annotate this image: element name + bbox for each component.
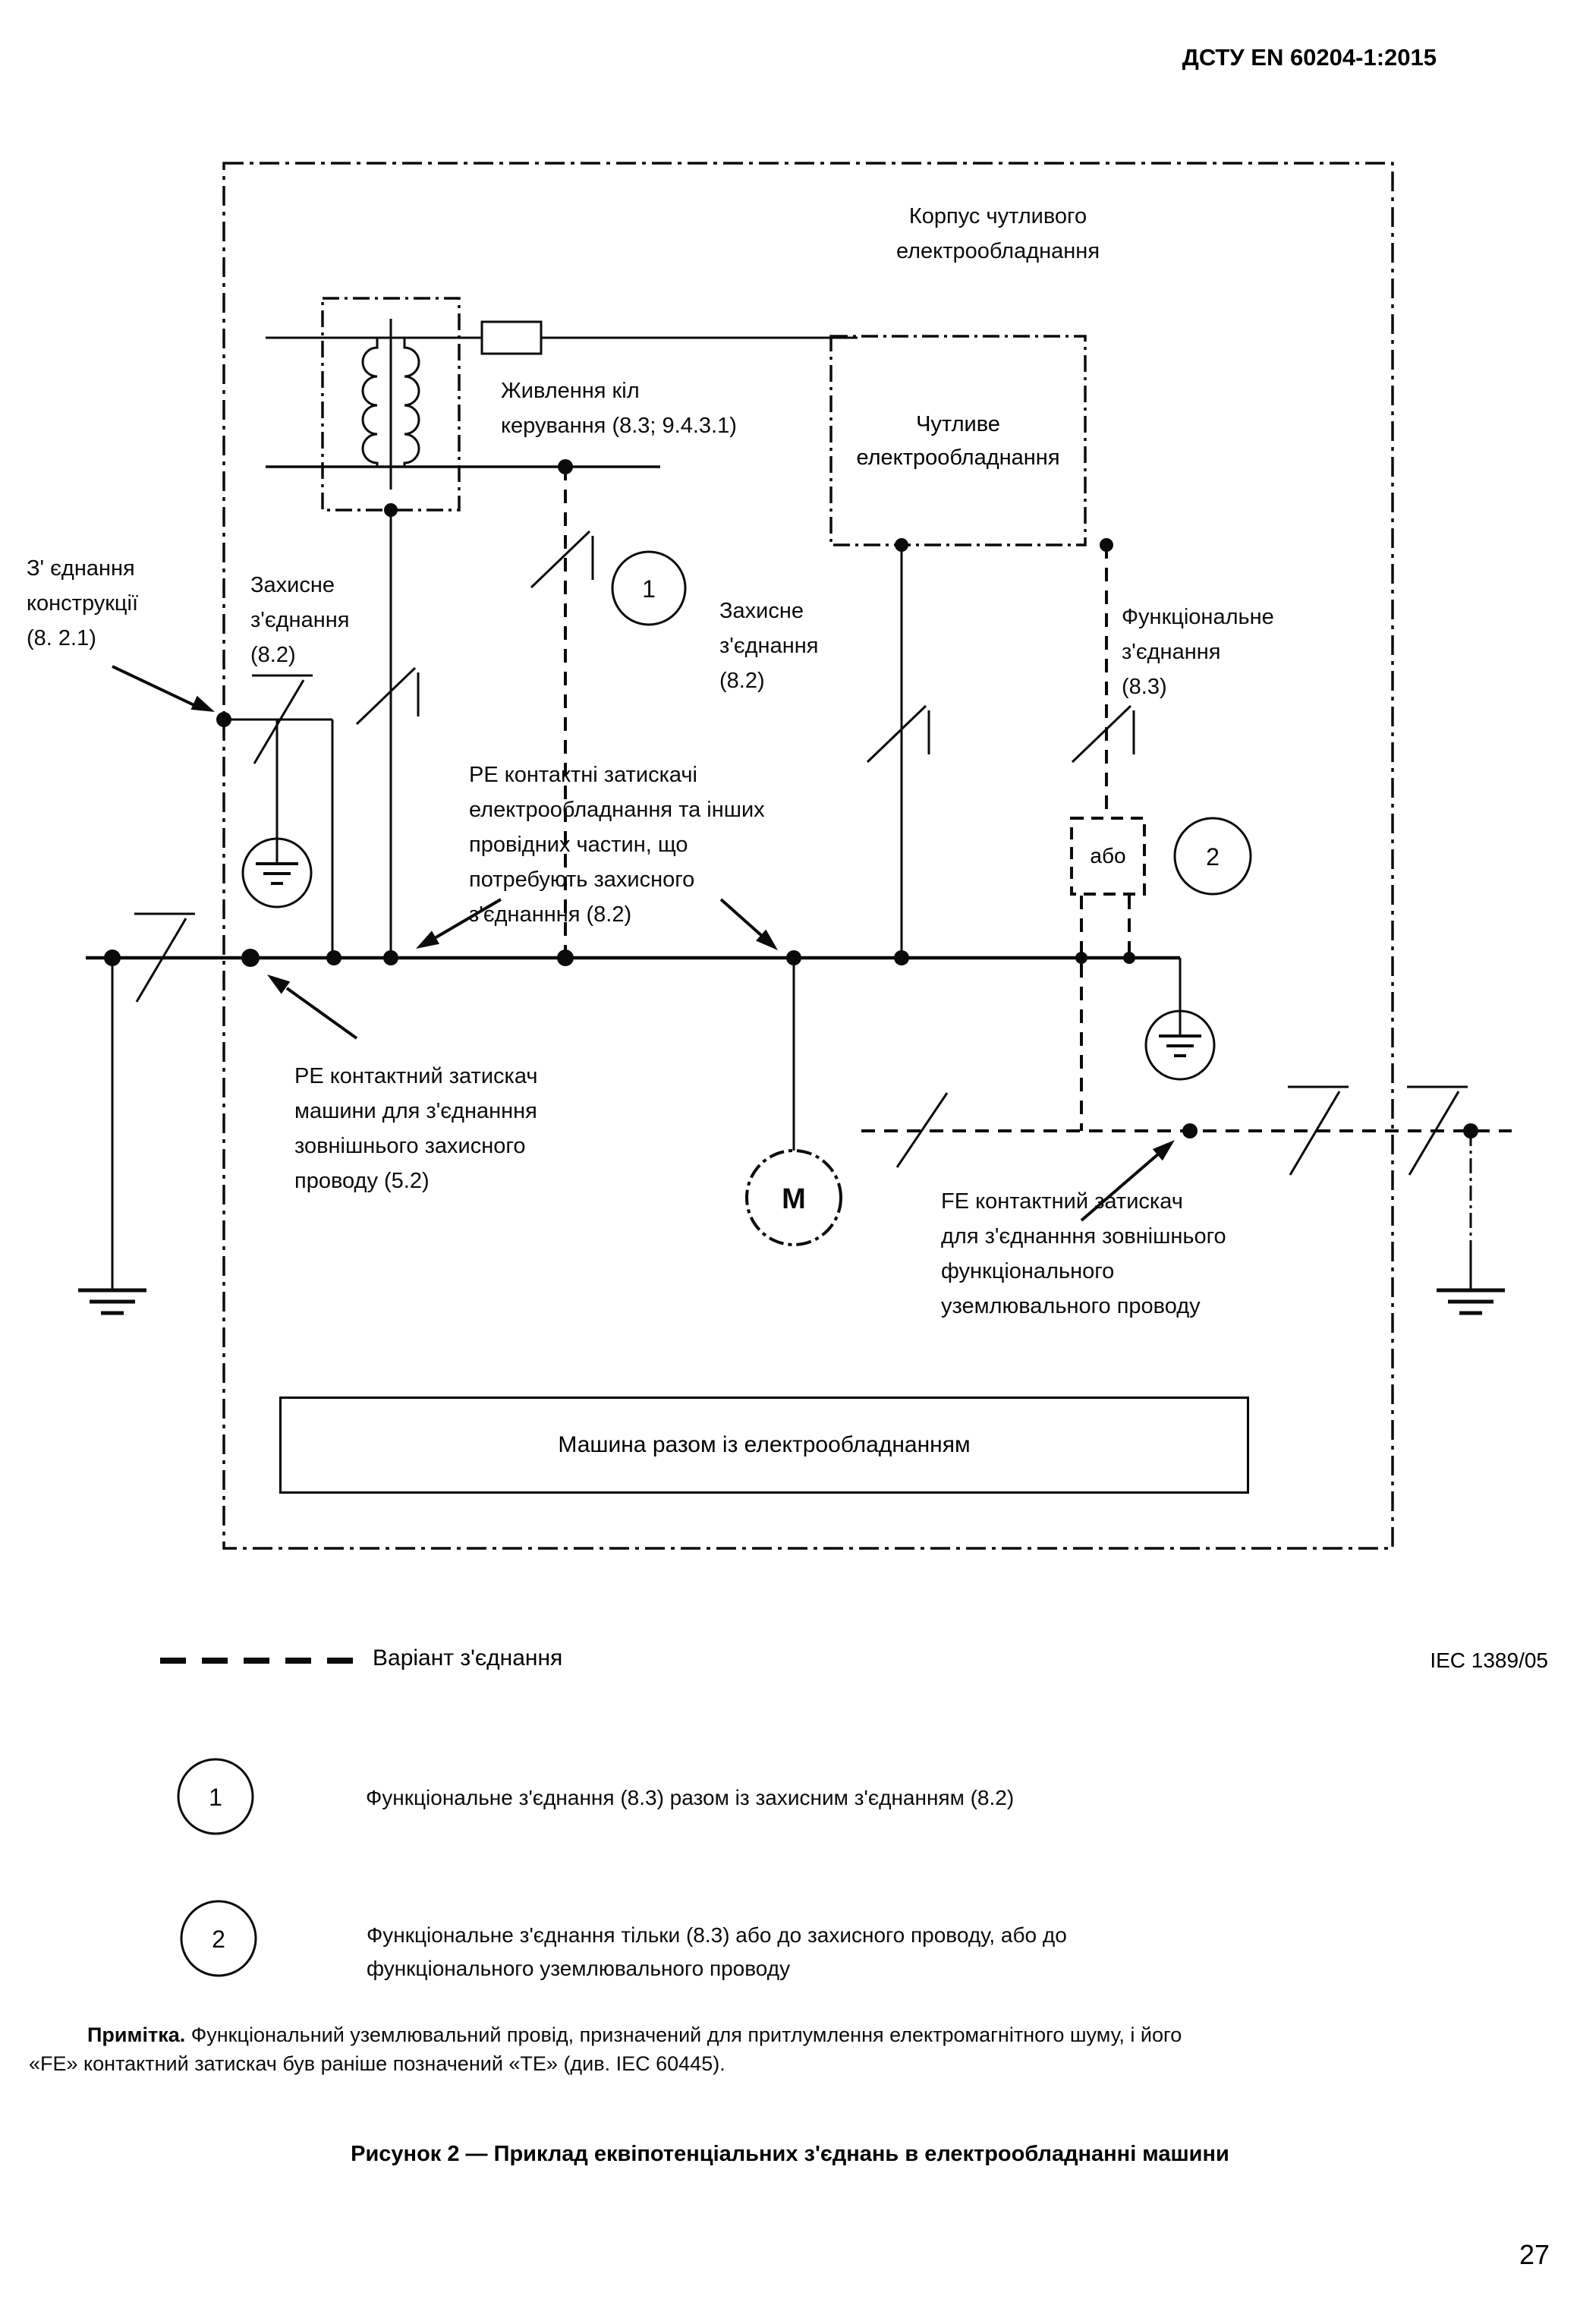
note-1-number: 1 xyxy=(209,1784,222,1811)
note-1-text: Функціональне з'єднання (8.3) разом із захисним з'єднанням (8.2) xyxy=(366,1786,1015,1809)
earthed-structure-icon xyxy=(243,839,311,907)
ground-symbol-left xyxy=(78,1290,146,1313)
remark-lead: Примітка. xyxy=(87,2023,186,2046)
remark-line-1: Примітка. Функціональний уземлювальний провід, призначений для притлумлення електромагнітного шуму, і його xyxy=(87,2023,1182,2046)
page-number: 27 xyxy=(1519,2239,1550,2270)
sensitive-equipment-label: Чутливе електрообладнання xyxy=(856,411,1060,470)
structure-bond-label: З' єднання конструкції (8. 2.1) xyxy=(27,556,139,650)
iec-source-ref: IEC 1389/05 xyxy=(1430,1649,1548,1672)
document-number-header: ДСТУ EN 60204-1:2015 xyxy=(1182,44,1437,71)
control-supply-label: Живлення кіл керування (8.3; 9.4.3.1) xyxy=(501,379,737,438)
ground-symbol-right xyxy=(1437,1290,1505,1313)
remark-line-2: «FE» контактний затискач був раніше позначений «ТЕ» (див. ІЕС 60445). xyxy=(29,2052,725,2075)
protective-bond-label-left: Захисне з'єднання (8.2) xyxy=(250,573,350,667)
variant-connection-label: Варіант з'єднання xyxy=(373,1645,563,1671)
functional-bond-label: Функціональне з'єднання (8.3) xyxy=(1122,605,1274,699)
figure-caption: Рисунок 2 — Приклад еквіпотенціальних з'єднань в електрообладнанні машини xyxy=(351,2142,1229,2166)
fe-terminal-label: FE контактний затискач для з'єднанння зовнішнього функціонального уземлювального проводу xyxy=(941,1189,1226,1318)
pointer-arrows xyxy=(112,666,1160,1220)
callout-2-number: 2 xyxy=(1206,843,1220,871)
machine-with-equipment-box: Машина разом із електрообладнанням xyxy=(279,1397,1249,1494)
enclosure-label: Корпус чутливого електрообладнання xyxy=(895,204,1100,263)
pe-terminals-label: PE контактні затискачі електрообладнання та інших провідних частин, що потребують захисного з'єднанння (8.2) xyxy=(469,763,765,927)
callout-1-number: 1 xyxy=(642,575,656,603)
or-choice-label: або xyxy=(1090,844,1126,868)
protective-bond-label-mid: Захисне з'єднання (8.2) xyxy=(719,599,819,693)
note-2-number: 2 xyxy=(212,1926,225,1953)
junction-dots xyxy=(104,459,1478,1138)
note-2-text: Функціональне з'єднання тільки (8.3) або до захисного проводу, або до функціонального уземлювального проводу xyxy=(367,1923,1067,1980)
motor-letter: M xyxy=(782,1183,806,1215)
transformer-icon xyxy=(363,319,419,490)
fuse-icon xyxy=(482,322,541,354)
machine-pe-terminal-label: PE контактний затискач машини для з'єднанння зовнішнього захисного проводу (5.2) xyxy=(294,1064,538,1193)
